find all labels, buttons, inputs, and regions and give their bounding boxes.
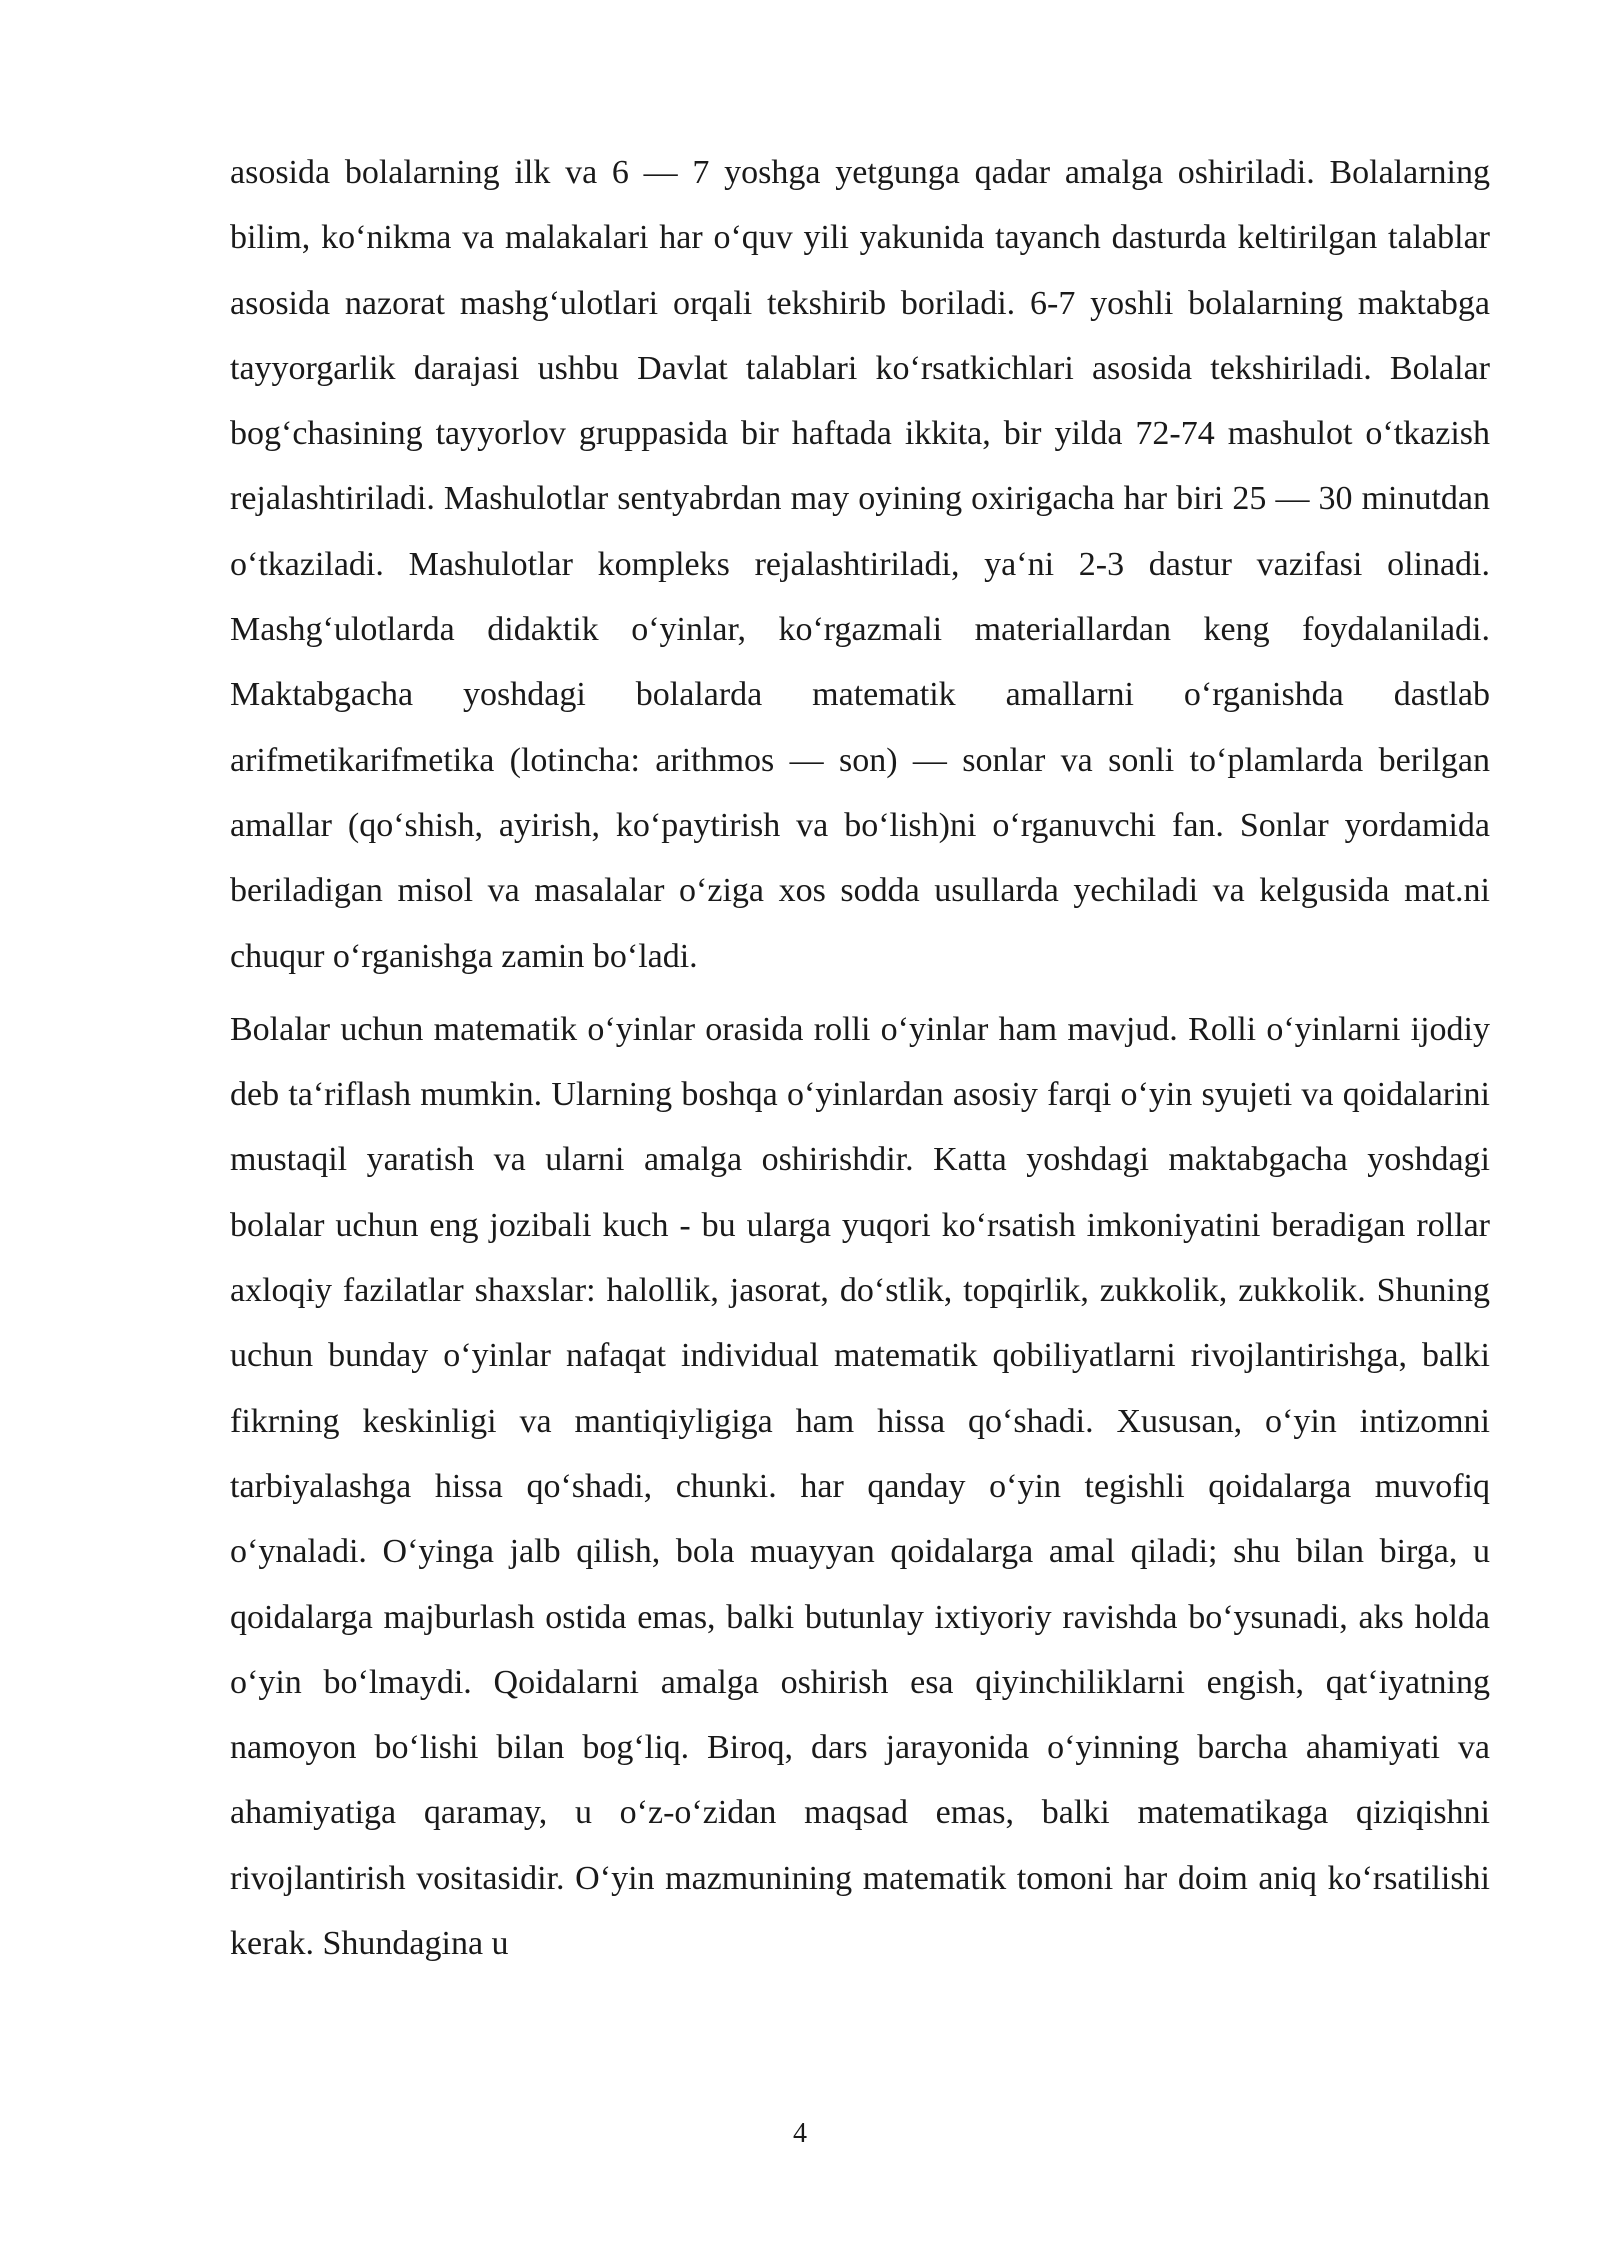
- document-page: [230, 140, 1490, 1976]
- body-paragraph-2: Bolalar uchun matematik o‘yinlar orasida rolli o‘yinlar ham mavjud. Rolli o‘yinlarni ijodiy deb ta‘riflash mumkin. Ularning boshqa o‘yinlardan asosiy farqi o‘yin syujeti va qoidalarini mustaqil yaratish va ularni amalga oshirishdir. Katta yoshdagi maktabgacha yoshdagi bolalar uchun eng jozibali kuch - bu ularga yuqori ko‘rsatish imkoniyatini beradigan rollar axloqiy fazilatlar shaxslar: halollik, jasorat, do‘stlik, topqirlik, zukkolik, zukkolik. Shuning uchun bunday o‘yinlar nafaqat individual matematik qobiliyatlarni rivojlantirishga, balki fikrning keskinligi va mantiqiyligiga ham hissa qo‘shadi. Xususan, o‘yin intizomni tarbiyalashga hissa qo‘shadi, chunki. har qanday o‘yin tegishli qoidalarga muvofiq o‘ynaladi. O‘yinga jalb qilish, bola muayyan qoidalarga amal qiladi; shu bilan birga, u qoidalarga majburlash ostida emas, balki butunlay ixtiyoriy ravishda bo‘ysunadi, aks holda o‘yin bo‘lmaydi. Qoidalarni amalga oshirish esa qiyinchiliklarni engish, qat‘iyatning namoyon bo‘lishi bilan bog‘liq. Biroq, dars jarayonida o‘yinning barcha ahamiyati va ahamiyatiga qaramay, u o‘z-o‘zidan maqsad emas, balki matematikaga qiziqishni rivojlantirish vositasidir. O‘yin mazmunining matematik tomoni har doim aniq ko‘rsatilishi kerak. Shundagina u: [230, 1010, 1490, 1963]
- page-number: 4: [793, 2118, 807, 2149]
- body-paragraph-1: asosida bolalarning ilk va 6 — 7 yoshga yetgunga qadar amalga oshiriladi. Bolalarning bilim, ko‘nikma va malakalari har o‘quv yili yakunida tayanch dasturda keltirilgan talablar asosida nazorat mashg‘ulotlari orqali tekshirib boriladi. 6-7 yoshli bolalarning maktabga tayyorgarlik darajasi ushbu Davlat talablari ko‘rsatkichlari asosida tekshiriladi. Bolalar bog‘chasining tayyorlov gruppasida bir haftada ikkita, bir yilda 72-74 mashulot o‘tkazish rejalashtiriladi. Mashulotlar sentyabrdan may oyining oxirigacha har biri 25 — 30 minutdan o‘tkaziladi. Mashulotlar kompleks rejalashtiriladi, ya‘ni 2-3 dastur vazifasi olinadi. Mashg‘ulotlarda didaktik o‘yinlar, ko‘rgazmali materiallardan keng foydalaniladi. Maktabgacha yoshdagi bolalarda matematik amallarni o‘rganishda dastlab arifmetikarifmetika (lotincha: arithmos — son) — sonlar va sonli to‘plamlarda berilgan amallar (qo‘shish, ayirish, ko‘paytirish va bo‘lish)ni o‘rganuvchi fan. Sonlar yordamida beriladigan misol va masalalar o‘ziga xos sodda usullarda yechiladi va kelgusida mat.ni chuqur o‘rganishga zamin bo‘ladi.: [230, 154, 1490, 975]
